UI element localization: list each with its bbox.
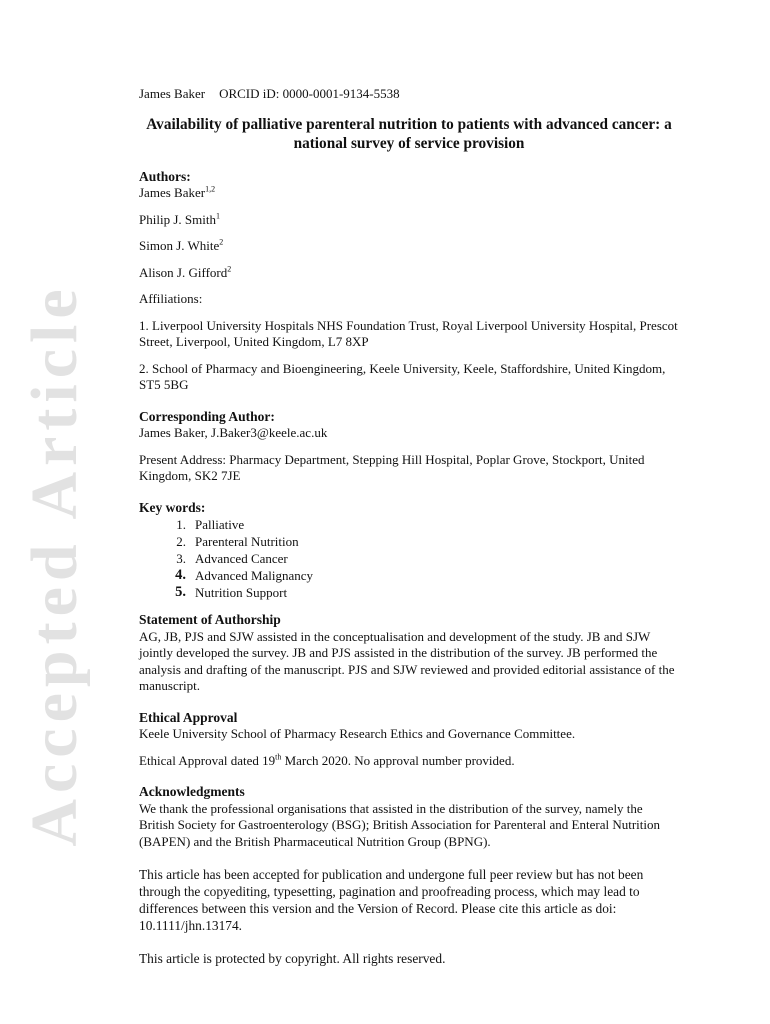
paper-title: Availability of palliative parenteral nutrition to patients with advanced cancer: a national survey of service provision (146, 115, 672, 152)
author-item (139, 265, 679, 282)
author-item (139, 238, 679, 255)
author-name: Philip J. Smith (139, 211, 216, 227)
keyword-number: 5. (175, 584, 186, 600)
orcid-id: ORCID iD: 0000-0001-9134-5538 (219, 86, 400, 101)
acknowledgments-text: We thank the professional organisations that assisted in the distribution of the survey, namely the British Society for Gastroenterology (BSG); British Association for Parenteral and Enteral Nutrition (BAPEN) and the British Pharmaceutical Nutrition Group (BPNG). (139, 800, 660, 849)
corresponding-author-heading: Corresponding Author: (139, 408, 275, 424)
ethical-approval-heading: Ethical Approval (139, 709, 238, 725)
keyword-item (139, 567, 679, 584)
document-body (139, 86, 679, 968)
author-item (139, 185, 679, 202)
watermark-text: Accepted Article (18, 283, 91, 847)
header-author-name: James Baker (139, 86, 206, 101)
publication-notice: This article has been accepted for publication and undergone full peer review but has not been through the copyediting, typesetting, pagination and proofreading process, which may lead to differences between this version and the Version of Record. Please cite this article as doi: 10.1111/jhn.13174. (139, 867, 644, 933)
acknowledgments-heading: Acknowledgments (139, 784, 245, 799)
affiliation-item: 2. School of Pharmacy and Bioengineering, Keele University, Keele, Staffordshire, United Kingdom, ST5 5BG (139, 360, 666, 392)
keyword-number: 2. (176, 534, 186, 549)
keyword-text: Advanced Malignancy (195, 568, 314, 583)
ethics-date-prefix: Ethical Approval dated 19 (139, 752, 276, 768)
keyword-item (139, 584, 679, 601)
keyword-text: Palliative (195, 517, 245, 532)
keyword-item (139, 550, 679, 567)
affiliations-label: Affiliations: (139, 291, 203, 306)
present-address: Present Address: Pharmacy Department, Stepping Hill Hospital, Poplar Grove, Stockport, United Kingdom, SK2 7JE (139, 451, 645, 483)
keyword-number: 4. (175, 567, 186, 583)
ethics-date-sup: th (275, 752, 282, 762)
keyword-text: Advanced Cancer (195, 551, 288, 566)
keywords-heading: Key words: (139, 499, 206, 515)
keyword-number: 1. (176, 517, 186, 532)
author-name: Simon J. White (139, 238, 220, 253)
keyword-text: Parenteral Nutrition (195, 534, 299, 549)
authorship-statement: AG, JB, PJS and SJW assisted in the conceptualisation and development of the study. JB and SJW jointly developed the survey. JB and PJS assisted in the distribution of the survey. JB performed the analysis and drafting of the manuscript. PJS and SJW reviewed and provided editorial assistance of the manuscript. (139, 628, 675, 693)
keyword-text: Nutrition Support (195, 585, 288, 600)
author-name: Alison J. Gifford (139, 264, 228, 280)
keyword-number: 3. (176, 551, 186, 566)
ethical-approval-date (139, 753, 679, 770)
corresponding-author-contact: James Baker, J.Baker3@keele.ac.uk (139, 425, 328, 440)
copyright-notice: This article is protected by copyright. All rights reserved. (139, 951, 446, 966)
ethics-date-suffix: March 2020. No approval number provided. (281, 752, 515, 768)
accepted-article-watermark (20, 230, 90, 900)
author-affiliation-sup: 1,2 (205, 184, 216, 194)
authorship-heading: Statement of Authorship (139, 612, 281, 627)
author-item (139, 212, 679, 229)
author-affiliation-sup: 1 (215, 211, 220, 221)
keywords-list (139, 516, 679, 601)
author-name: James Baker (139, 185, 206, 200)
keyword-item (139, 533, 679, 550)
author-affiliation-sup: 2 (219, 237, 224, 247)
authors-heading: Authors: (139, 168, 191, 184)
keyword-item (139, 516, 679, 533)
ethics-committee: Keele University School of Pharmacy Research Ethics and Governance Committee. (139, 726, 576, 741)
author-affiliation-sup: 2 (227, 264, 232, 274)
affiliation-item: 1. Liverpool University Hospitals NHS Foundation Trust, Royal Liverpool University Hospital, Prescot Street, Liverpool, United Kingdom, L7 8XP (139, 317, 678, 349)
orcid-line (139, 86, 679, 103)
